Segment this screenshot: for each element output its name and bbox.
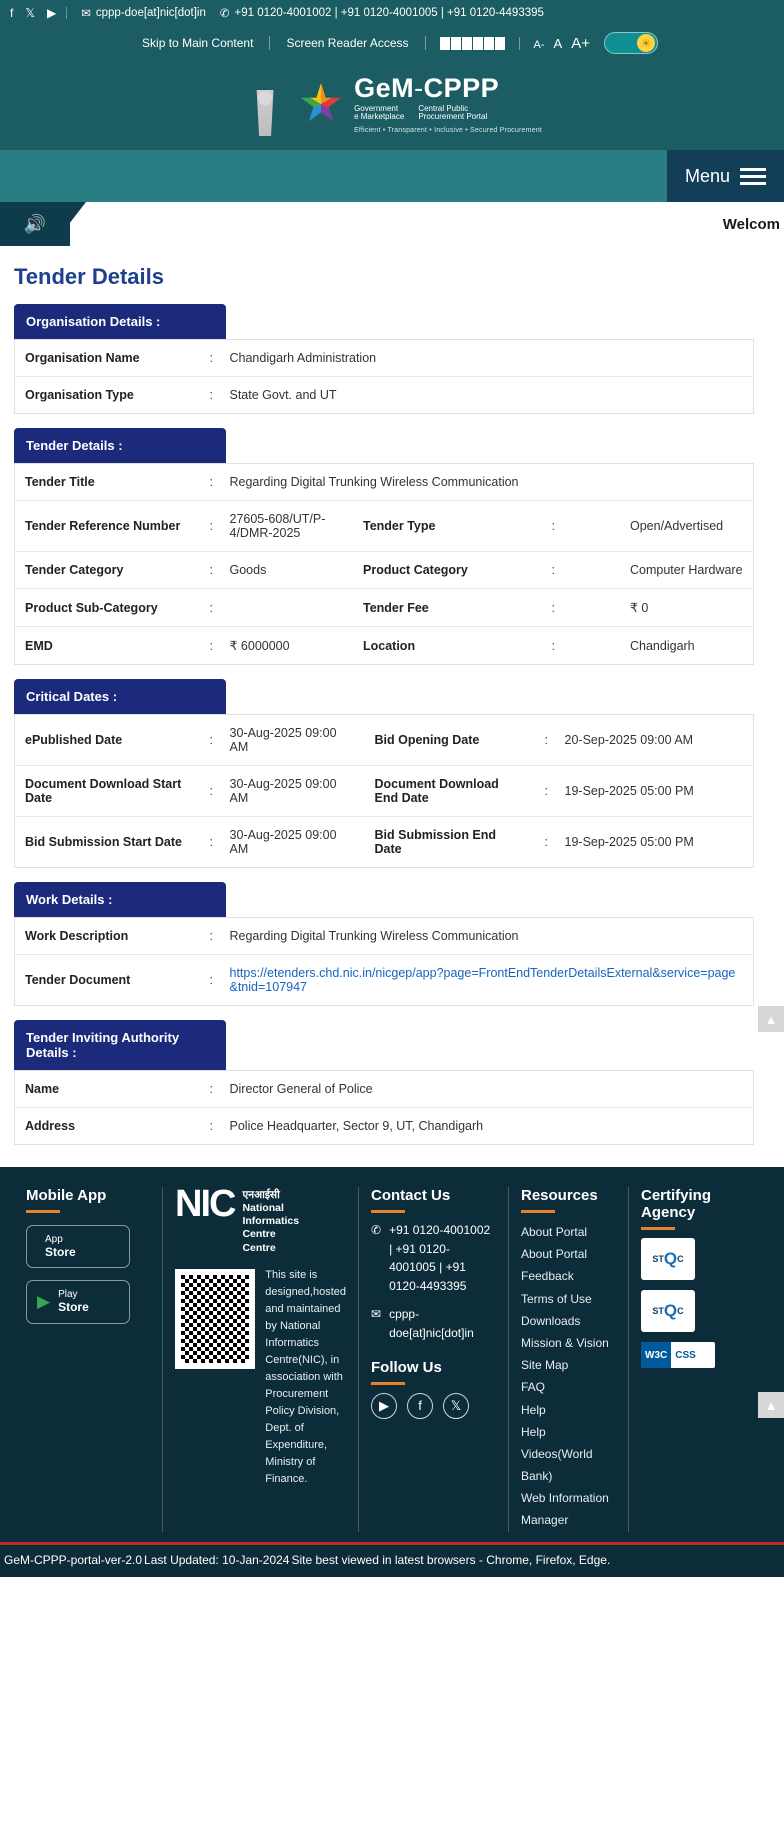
row-label: Organisation Name [15,340,200,377]
row-value-2: 20-Sep-2025 09:00 AM [555,715,754,766]
skip-to-main-content-link[interactable]: Skip to Main Content [126,36,270,50]
footer-heading-follow: Follow Us [371,1359,496,1385]
footer-heading-contact: Contact Us [371,1187,496,1213]
nic-line-3: Centre [242,1228,276,1241]
resource-link[interactable]: FAQ [521,1380,546,1395]
list-item [521,1354,616,1376]
footer-nic [162,1183,358,1532]
play-store-big: Store [58,1299,89,1314]
facebook-icon[interactable]: f [407,1393,433,1419]
brand-sub-left-1: Government [354,103,399,113]
row-value: ₹ 6000000 [229,639,290,653]
footer-heading-resources: Resources [521,1187,616,1213]
mail-icon: ✉ [81,8,91,20]
row-label: ePublished Date [15,715,200,766]
lang-block-6 [495,37,505,50]
footer-heading-certifying: Certifying Agency [641,1187,746,1230]
row-value: Goods [220,552,354,589]
row-colon: : [200,501,220,552]
section-heading-work: Work Details : [14,882,226,917]
row-colon: : [200,766,220,817]
youtube-icon[interactable]: ▶ [371,1393,397,1419]
hamburger-icon [740,168,766,185]
brand-cppp: CPPP [423,72,500,103]
speaker-icon: 🔊 [0,202,70,246]
row-label: Product Sub-Category [15,589,200,627]
facebook-icon[interactable]: f [10,6,14,20]
row-colon-2: : [544,835,548,849]
row-colon: : [200,464,220,501]
list-item [521,1421,616,1488]
css-label: CSS [675,1349,696,1361]
screen-reader-access-link[interactable]: Screen Reader Access [270,36,425,50]
brand-header [0,64,784,150]
row-label: Tender Document [25,973,131,987]
footer-email-line[interactable] [371,1305,496,1342]
mail-icon: ✉ [371,1307,382,1322]
footer-contact [358,1187,508,1532]
resource-link[interactable]: About Portal [521,1247,588,1262]
row-value [220,589,354,627]
footer-social-group [371,1393,496,1419]
page-title: Tender Details [14,264,164,289]
footer-resources [508,1187,628,1532]
font-increase-button[interactable]: A+ [571,34,590,52]
resource-link[interactable]: Mission & Vision [521,1335,609,1350]
language-selector[interactable] [426,37,520,50]
lang-block-3 [462,37,472,50]
list-item [521,1376,616,1398]
row-colon-2: : [551,638,555,653]
row-label-2: Location [363,638,416,653]
footer-resources-list [521,1221,616,1532]
qr-code-icon [175,1269,255,1369]
font-size-controls [520,35,604,52]
resource-link[interactable]: About Portal [521,1225,588,1239]
row-value: 30-Aug-2025 09:00 AM [229,828,337,856]
main-navigation-bar [0,150,784,202]
section-heading-authority: Tender Inviting Authority Details : [14,1020,226,1070]
national-emblem-icon [242,72,288,136]
row-value: Director General of Police [220,1071,754,1108]
row-value-2: ₹ 0 [620,589,754,627]
row-colon: : [209,1119,213,1133]
row-colon-2: : [487,589,621,627]
row-value: State Govt. and UT [229,388,337,402]
brand-sub-right-2: Procurement Portal [418,111,488,121]
row-colon: : [209,638,213,653]
menu-button[interactable] [667,150,784,202]
row-label: Document Download Start Date [15,766,200,817]
nic-logo-icon: NIC [175,1183,235,1225]
list-item [521,1332,616,1354]
play-store-button[interactable] [26,1280,130,1323]
topbar-phone-text: +91 0120-4001002 | +91 0120-4001005 | +91 0120-4493395 [234,7,544,19]
table-row [15,715,754,766]
footer-email: cppp-doe[at]nic[dot]in [389,1307,474,1340]
phone-icon: ✆ [371,1223,382,1237]
twitter-x-icon[interactable]: 𝕏 [25,6,36,20]
row-colon: : [200,340,220,377]
list-item [521,1221,616,1243]
lang-block-5 [484,37,494,50]
app-store-small: App [45,1234,63,1245]
footer-certifying [628,1187,758,1532]
section-heading-organisation: Organisation Details : [14,304,226,339]
row-colon-2: : [487,501,621,552]
nic-description: This site is designed,hosted and maintained by National Informatics Centre(NIC), in association with Procurement Policy Division, Dept. of Expenditure, Ministry of Finance. [265,1268,346,1486]
row-colon-2: : [535,715,555,766]
resource-link[interactable]: Downloads [521,1313,581,1328]
nic-line-4: Centre [242,1241,276,1254]
table-row [15,766,754,817]
row-label: Name [15,1071,200,1108]
tender-document-link[interactable]: https://etenders.chd.nic.in/nicgep/app?page=FrontEndTenderDetailsExternal&service=page&tnid=107947 [229,966,736,994]
font-decrease-button[interactable]: A- [533,38,545,51]
nic-hindi: एनआईसी [242,1189,280,1201]
table-row [15,464,754,501]
last-updated: Last Updated: 10-Jan-2024 [144,1552,290,1567]
table-row [15,501,754,552]
resource-link[interactable]: Web Information Manager [521,1491,609,1528]
row-label: Organisation Type [25,388,134,402]
scroll-top-button[interactable]: ▲ [758,1392,784,1418]
work-details-table [14,917,754,1006]
scroll-up-button[interactable]: ▲ [758,1006,784,1032]
nic-logo-row [175,1183,346,1255]
google-play-icon: ▶ [37,1291,51,1311]
app-store-button[interactable] [26,1225,130,1268]
row-colon-2: : [487,552,621,589]
footer-mobile-app [14,1187,162,1532]
brand-gem: GeM [354,72,415,103]
row-value: 30-Aug-2025 09:00 AM [220,766,365,817]
table-row [15,340,754,377]
table-row [15,817,754,868]
section-heading-critical-dates: Critical Dates : [14,679,226,714]
list-item [521,1288,616,1310]
row-label-2: Product Category [353,552,487,589]
resource-link[interactable]: Help [521,1402,546,1417]
twitter-x-icon[interactable]: 𝕏 [443,1393,469,1419]
row-label: EMD [25,638,53,653]
list-item [521,1399,616,1421]
footer-heading-mobile-app: Mobile App [26,1187,150,1213]
resource-link[interactable]: Feedback [521,1269,574,1284]
footer-columns [14,1183,770,1532]
footer-phone-line[interactable] [371,1221,496,1295]
row-colon: : [209,388,213,402]
brand-sub-right-1: Central Public [418,103,469,113]
section-heading-tender: Tender Details : [14,428,226,463]
stqc-certification-badge-2: ST Q C [641,1290,695,1332]
row-label-2: Bid Opening Date [365,715,535,766]
marquee-background [52,202,784,246]
menu-label: Menu [684,165,730,186]
row-value: Regarding Digital Trunking Wireless Communication [220,918,754,955]
brand-sub-left-2: e Marketplace [354,111,405,121]
resource-link[interactable]: Help Videos(World Bank) [521,1424,593,1484]
tender-details-table [14,463,754,665]
table-row [15,1071,754,1108]
topbar-email-text: cppp-doe[at]nic[dot]in [95,7,206,19]
table-row [15,589,754,627]
site-footer [0,1167,784,1542]
list-item [521,1243,616,1265]
footer-bottom-bar [0,1542,784,1577]
row-value-2: 19-Sep-2025 05:00 PM [555,766,754,817]
row-colon: : [209,973,213,987]
top-utility-bar [0,0,784,64]
row-label-2: Document Download End Date [365,766,535,817]
youtube-icon[interactable]: ▶ [47,6,57,20]
row-label: Address [25,1119,76,1133]
lang-block-2 [451,37,461,50]
row-value-2: Computer Hardware [620,552,754,589]
authority-details-table [14,1070,754,1145]
row-label-2: Bid Submission End Date [374,828,497,856]
list-item [521,1310,616,1332]
row-value: 30-Aug-2025 09:00 AM [220,715,365,766]
topbar-phones[interactable] [220,6,544,20]
marquee-text: Welcom [722,215,780,233]
nic-line-1: National [242,1202,284,1215]
stqc-certification-badge-1: ST Q C [641,1238,695,1280]
brand-separator: - [414,72,424,103]
topbar-contact-row [10,6,774,26]
topbar-email[interactable] [81,6,206,20]
w3c-label: W3C [641,1342,671,1368]
organisation-details-table [14,339,754,414]
row-label: Tender Title [15,464,200,501]
row-colon: : [200,589,220,627]
resource-link[interactable]: Terms of Use [521,1291,592,1306]
font-normal-button[interactable]: A [553,35,563,51]
brand-tagline: Efficient • Transparent • Inclusive • Secured Procurement [354,126,542,134]
announcement-marquee [0,202,784,246]
topbar-accessibility-row [10,26,774,58]
row-label: Work Description [15,918,200,955]
row-colon: : [200,715,220,766]
gem-star-icon [300,83,342,125]
row-colon: : [200,1071,220,1108]
row-colon: : [209,835,213,849]
row-label-2: Tender Type [353,501,487,552]
row-label: Tender Reference Number [15,501,200,552]
phone-icon: ✆ [219,8,230,20]
table-row [15,627,754,665]
brand-text [354,72,542,134]
nic-line-2: Informatics [242,1215,300,1228]
row-value: Regarding Digital Trunking Wireless Communication [220,464,754,501]
lang-block-1 [440,37,450,50]
w3c-css-badge [641,1342,715,1368]
row-value-2: Open/Advertised [620,501,754,552]
row-colon-2: : [535,766,555,817]
lang-block-4 [473,37,483,50]
social-icons-group [10,7,67,19]
row-label: Tender Category [15,552,200,589]
row-value: 27605-608/UT/P-4/DMR-2025 [220,501,354,552]
table-row [15,552,754,589]
row-value: Police Headquarter, Sector 9, UT, Chandigarh [229,1119,484,1133]
app-store-big: Store [45,1244,76,1259]
list-item [521,1265,616,1287]
row-value-2: Chandigarh [630,638,695,653]
nic-name [242,1189,299,1255]
row-colon: : [200,918,220,955]
table-row [15,918,754,955]
table-row [15,377,754,414]
theme-toggle[interactable] [604,32,658,54]
brand-logo-wrap[interactable] [242,72,542,136]
critical-dates-table [14,714,754,868]
row-label: Bid Submission Start Date [25,835,182,849]
footer-phones: +91 0120-4001002 | +91 0120-4001005 | +91 0120-4493395 [389,1223,491,1293]
row-colon: : [200,552,220,589]
row-label-2: Tender Fee [353,589,487,627]
table-row [15,1108,754,1145]
row-value-2: 19-Sep-2025 05:00 PM [564,835,694,849]
browser-note: Site best viewed in latest browsers - Chrome, Firefox, Edge. [291,1552,611,1567]
table-row [15,955,754,1006]
emblem-pillar [250,90,280,136]
row-value: Chandigarh Administration [220,340,754,377]
sun-icon: ☀ [637,34,655,52]
list-item [521,1487,616,1531]
resource-link[interactable]: Site Map [521,1358,569,1373]
play-store-small: Play [58,1289,78,1301]
portal-version: GeM-CPPP-portal-ver-2.0 [4,1552,143,1567]
